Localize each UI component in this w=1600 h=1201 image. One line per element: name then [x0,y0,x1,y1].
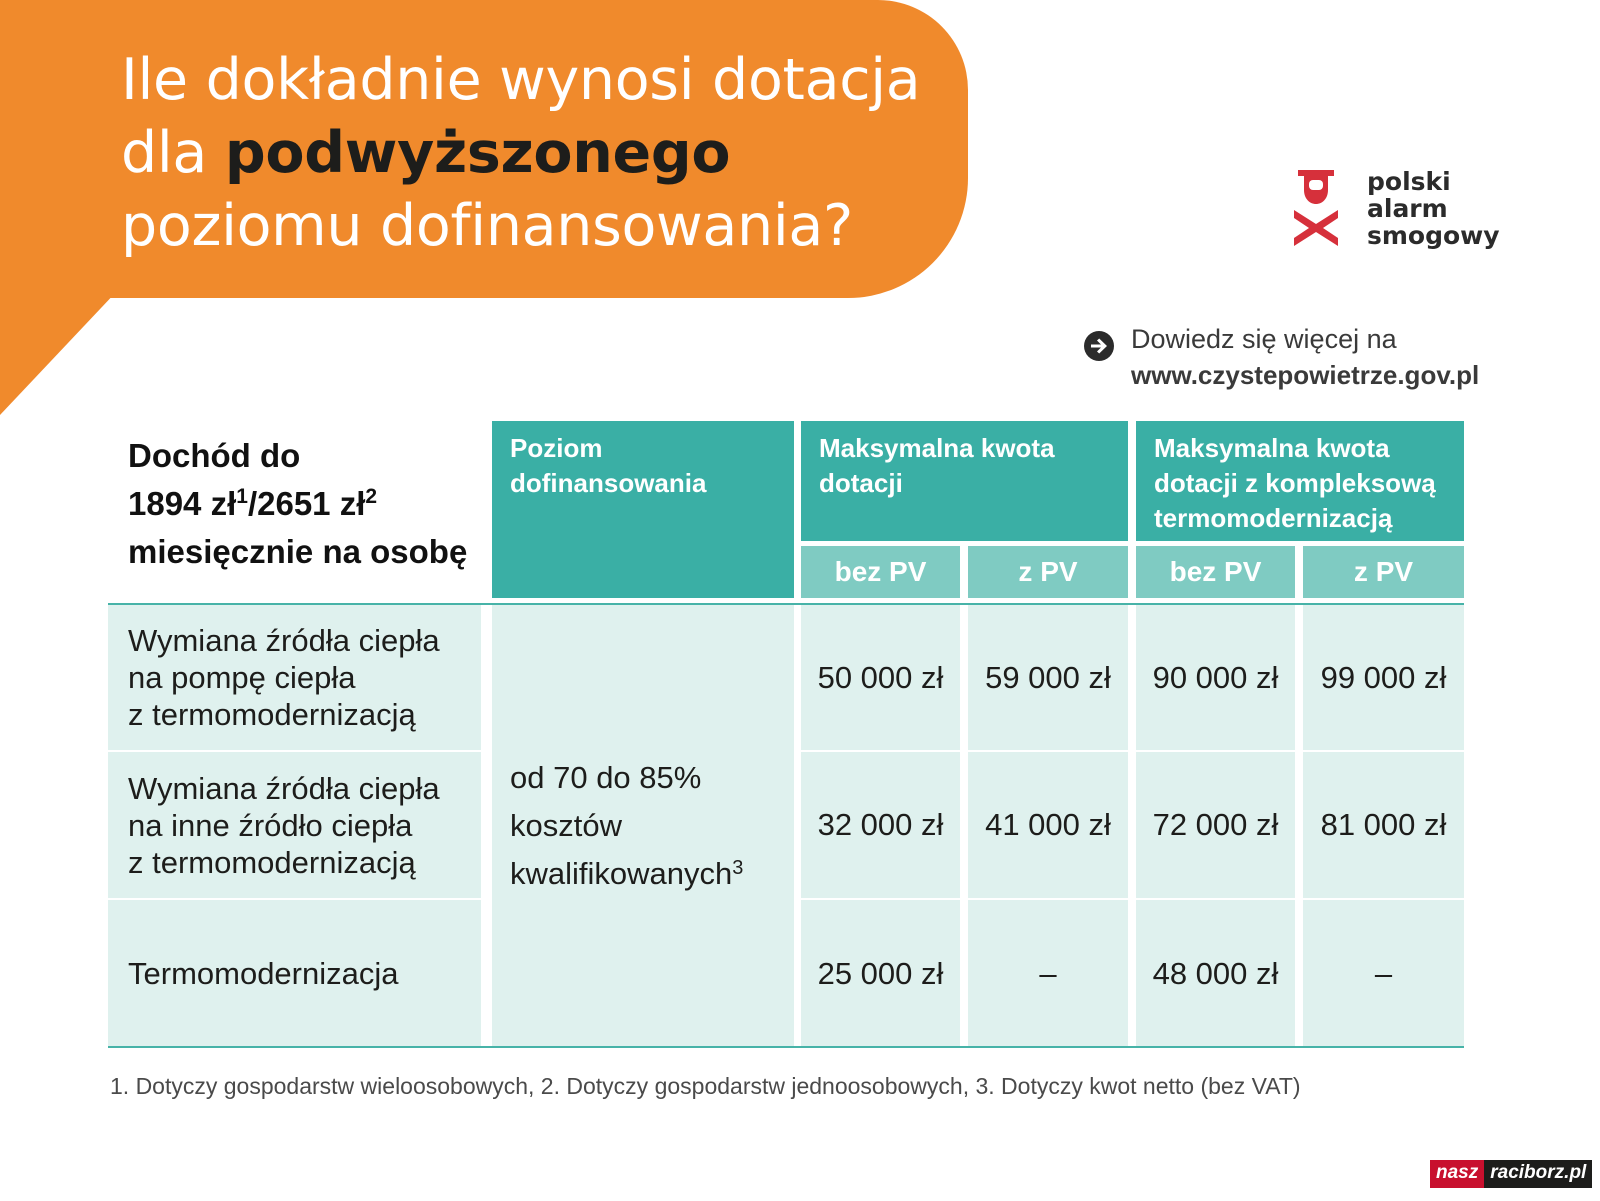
row-label-text [128,622,440,733]
funding-level-cell [492,605,794,1047]
funding-level-line: od 70 do 85% [510,760,702,795]
row-label-text [128,770,440,881]
page-title [121,44,961,263]
footnote: 1. Dotyczy gospodarstw wieloosobowych, 2. Dotyczy gospodarstw jednoosobowych, 3. Dotyczy kwot netto (bez VAT) [110,1073,1301,1099]
subheader-with-pv [968,546,1128,598]
table-row-label [108,605,481,750]
subheader-without-pv-label: bez PV [834,556,927,587]
subheader-complex-with-pv [1303,546,1464,598]
income-separator: / [247,485,258,522]
table-cell [1136,900,1295,1047]
table-cell [801,900,960,1047]
polski-alarm-smogowy-logo [1292,166,1502,256]
logo-mask-icon [1292,166,1340,248]
cell-value: 50 000 zł [817,659,944,695]
cell-value: 25 000 zł [817,955,944,991]
title-part1: Ile dokładnie wynosi dotacja dla [121,47,921,186]
banner-tail [0,290,118,415]
logo-line-1: polski [1367,167,1451,196]
subheader-with-pv-label: z PV [1018,556,1078,587]
table-cell [1136,605,1295,750]
header-max-grant-complex [1136,421,1464,541]
table-cell [801,605,960,750]
table-row-label [108,900,481,1047]
footnote-ref-1: 1 [236,485,248,508]
cell-value: 48 000 zł [1152,955,1279,991]
income-line-3: miesięcznie na osobę [128,533,468,570]
subheader-without-pv [801,546,960,598]
income-amount-2: 2651 zł [257,485,366,522]
income-line-1: Dochód do [128,437,301,474]
table-bottom-rule [108,1046,1464,1048]
title-highlight: podwyższonego [224,120,731,186]
header-level [492,421,794,598]
logo-line-3: smogowy [1367,221,1500,250]
subheader-complex-with-pv-label: z PV [1353,556,1414,587]
row-label-line: z termomodernizacją [128,697,416,732]
table-cell [1303,605,1464,750]
table-cell [1303,752,1464,898]
funding-level-word: kwalifikowanych [510,856,733,891]
income-heading [128,432,498,576]
table-cell [968,605,1128,750]
header-max-grant-complex-label: Maksymalna kwota dotacji z kompleksową termomodernizacją [1154,433,1436,533]
row-label-line: z termomodernizacją [128,844,416,880]
table-cell [968,900,1128,1047]
table-cell [801,752,960,898]
subheader-complex-without-pv [1136,546,1295,598]
footnote-ref-3: 3 [732,857,744,879]
funding-level-line: kosztów [510,808,622,843]
table-cell [968,752,1128,898]
watermark-logo [1430,1160,1592,1188]
row-label-line: Termomodernizacja [128,956,399,991]
table-row-label [108,752,481,898]
arrow-right-circle-icon [1083,330,1115,362]
cell-value: 81 000 zł [1320,807,1447,842]
cell-value: 72 000 zł [1152,807,1279,842]
table-cell [1303,900,1464,1047]
learn-more-text: Dowiedz się więcej na [1131,324,1397,354]
row-label-line: na pompę ciepła [128,660,356,695]
cell-value: 41 000 zł [985,807,1111,842]
logo-line-2: alarm [1367,194,1448,223]
row-label-line: Wymiana źródła ciepła [128,770,440,806]
watermark-part-1: nasz [1430,1160,1484,1188]
row-label-text [128,955,399,992]
cell-value: 59 000 zł [985,659,1111,695]
funding-level-line [510,850,743,898]
row-label-line: Wymiana źródła ciepła [128,623,440,658]
subheader-complex-without-pv-label: bez PV [1169,556,1262,587]
watermark-part-2: raciborz.pl [1484,1160,1592,1188]
website-link[interactable]: www.czystepowietrze.gov.pl [1131,360,1480,390]
row-label-line: na inne źródło ciepła [128,807,413,843]
header-max-grant-label: Maksymalna kwota dotacji [819,433,1055,498]
header-max-grant [801,421,1128,541]
logo-text [1367,168,1500,249]
cell-value: 32 000 zł [817,807,944,842]
cell-value: 99 000 zł [1320,659,1447,695]
cell-value: 90 000 zł [1152,659,1279,695]
income-line-2 [128,480,498,528]
table-cell [1136,752,1295,898]
cell-value: – [1374,955,1393,991]
header-level-label: Poziom dofinansowania [510,433,707,498]
income-amount-1: 1894 zł [128,485,237,522]
funding-level-text [510,754,743,898]
footnote-ref-2: 2 [365,485,378,508]
title-part2: poziomu dofinansowania? [121,193,853,259]
cell-value: – [1039,955,1057,991]
